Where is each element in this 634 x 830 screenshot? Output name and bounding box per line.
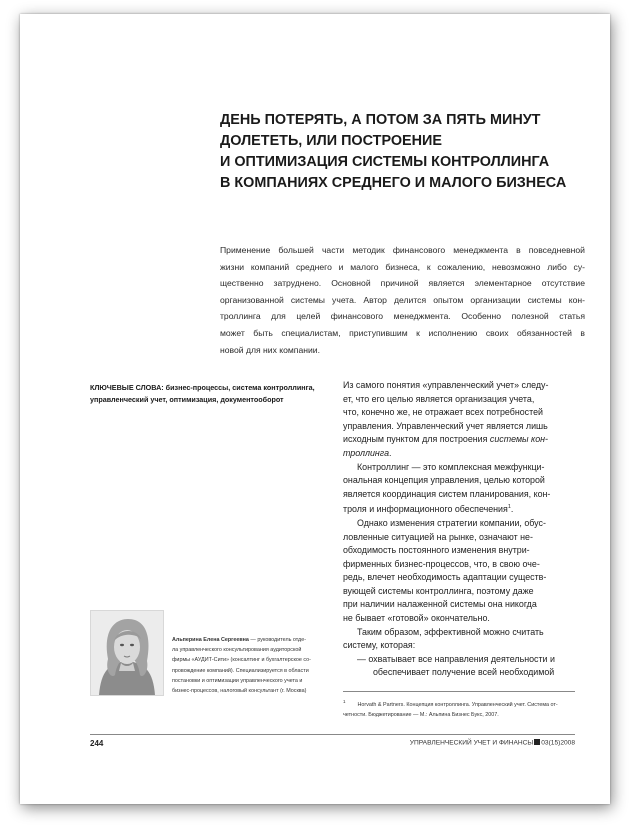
body-line: Однако изменения стратегии компании, обус-: [357, 517, 546, 528]
body-line: [343, 501, 575, 517]
body-line: вующей системы контроллинга, поэтому даже: [343, 585, 534, 596]
journal-issue: 03(15)2008: [541, 739, 575, 747]
lead-line: новой для них компании.: [220, 344, 320, 355]
body-line: [343, 433, 575, 447]
author-photo: [90, 610, 164, 696]
article-lead: [220, 242, 585, 358]
body-line: фирменных бизнес-процессов, что, в свою оче-: [343, 558, 540, 569]
title-line: ДЕНЬ ПОТЕРЯТЬ, А ПОТОМ ЗА ПЯТЬ МИНУТ: [220, 112, 541, 128]
body-text: исходным пунктом для построения: [343, 434, 490, 445]
footnote-ref[interactable]: 1: [507, 504, 511, 511]
keywords-line: управленческий учет, оптимизация, документооборот: [90, 395, 284, 405]
footer-divider: [90, 734, 575, 735]
body-line: управления. Управленческий учет является лишь: [343, 420, 548, 431]
page-number: 244: [90, 739, 104, 748]
document-page: [20, 14, 610, 804]
lead-line: организованной системы учета. Автор делится опытом организации системы кон-: [220, 294, 585, 305]
body-italic: троллинга: [343, 447, 390, 458]
bio-line: ла управленческого консультирования аудиторской: [172, 647, 302, 654]
bio-text: — руководитель отде-: [248, 637, 306, 643]
lead-line: троллинга для целей финансового менеджмента. Особенно полезной статья: [220, 311, 585, 322]
author-name: Альперина Елена Сергеевна: [172, 637, 249, 643]
bio-line: [172, 635, 344, 645]
lead-line: жизни компаний среднего и малого бизнеса, к сожалению, невозможно либо су-: [220, 261, 585, 272]
author-bio: [172, 635, 344, 696]
bio-line: постановки и оптимизации управленческого учета и: [172, 677, 303, 684]
article-body: [343, 379, 575, 680]
body-line: ловленные ситуацией на рынке, означают не-: [343, 531, 533, 542]
body-line: систему, которая:: [343, 640, 416, 651]
body-text: троля и информационного обеспечения: [343, 504, 508, 515]
bio-line: провождение компаний). Специализируется в области: [172, 667, 309, 674]
footnote-line: [343, 697, 575, 710]
body-text: .: [389, 447, 392, 458]
body-line: Контроллинг — это комплексная межфункци-: [357, 461, 545, 472]
lead-line: может быть специалистам, приступившим к исполнению своих обязанностей в: [220, 327, 585, 338]
article-title: [220, 110, 600, 194]
body-line: не бывает «готовой» окончательно.: [343, 613, 490, 624]
body-line: обходимость постоянного изменения внутри-: [343, 545, 530, 556]
body-line: Таким образом, эффективной можно считать: [357, 626, 544, 637]
bio-line: фирмы «АУДИТ-Сити» (консалтинг и бухгалтерское со-: [172, 657, 311, 664]
body-italic: системы кон-: [489, 434, 548, 445]
lead-line: щественно затруднено. Основной причиной является элементарное отсутствие: [220, 278, 585, 289]
title-line: ДОЛЕТЕТЬ, ИЛИ ПОСТРОЕНИЕ: [220, 133, 442, 149]
author-portrait-image: [91, 611, 163, 695]
body-line: [343, 447, 575, 461]
bio-line: бизнес-процессов, налоговый консультант (г. Москва): [172, 688, 307, 695]
footnote-text: Horvath & Partners. Концепция контроллинга. Управленческий учет. Система от-: [357, 701, 558, 708]
keywords: [90, 382, 350, 407]
body-line: при наличии налаженной системы она никогда: [343, 599, 537, 610]
square-bullet-icon: [534, 739, 540, 745]
body-line: является координация систем планирования, кон-: [343, 488, 551, 499]
footnote-divider: [343, 691, 575, 692]
title-line: И ОПТИМИЗАЦИЯ СИСТЕМЫ КОНТРОЛЛИНГА: [220, 154, 550, 170]
body-line: что, конечно же, не отражает всех потребностей: [343, 407, 543, 418]
keywords-line: КЛЮЧЕВЫЕ СЛОВА: бизнес-процессы, система контроллинга,: [90, 383, 315, 392]
title-line: В КОМПАНИЯХ СРЕДНЕГО И МАЛОГО БИЗНЕСА: [220, 175, 567, 191]
body-line: редь, влечет необходимость адаптации существ-: [343, 572, 547, 583]
footnote: [343, 697, 575, 721]
lead-line: Применение большей части методик финансового менеджмента в повседневной: [220, 245, 585, 255]
body-line: ет, что его целью является организация учета,: [343, 393, 535, 404]
bullet-line: — охватывает все направления деятельности и: [357, 653, 555, 664]
journal-name: УПРАВЛЕНЧЕСКИЙ УЧЕТ И ФИНАНСЫ: [409, 739, 534, 747]
footnote-line: четности. Бюджетирование — М.: Альпина Бизнес Букс, 2007.: [343, 712, 499, 719]
body-line: ональная концепция управления, целью которой: [343, 475, 545, 486]
journal-footer: [410, 739, 575, 747]
bullet-line: обеспечивает получение всей необходимой: [373, 667, 555, 678]
body-line: Из самого понятия «управленческий учет» следу-: [343, 380, 549, 390]
footnote-number: 1: [343, 699, 346, 704]
body-text: .: [510, 504, 514, 515]
